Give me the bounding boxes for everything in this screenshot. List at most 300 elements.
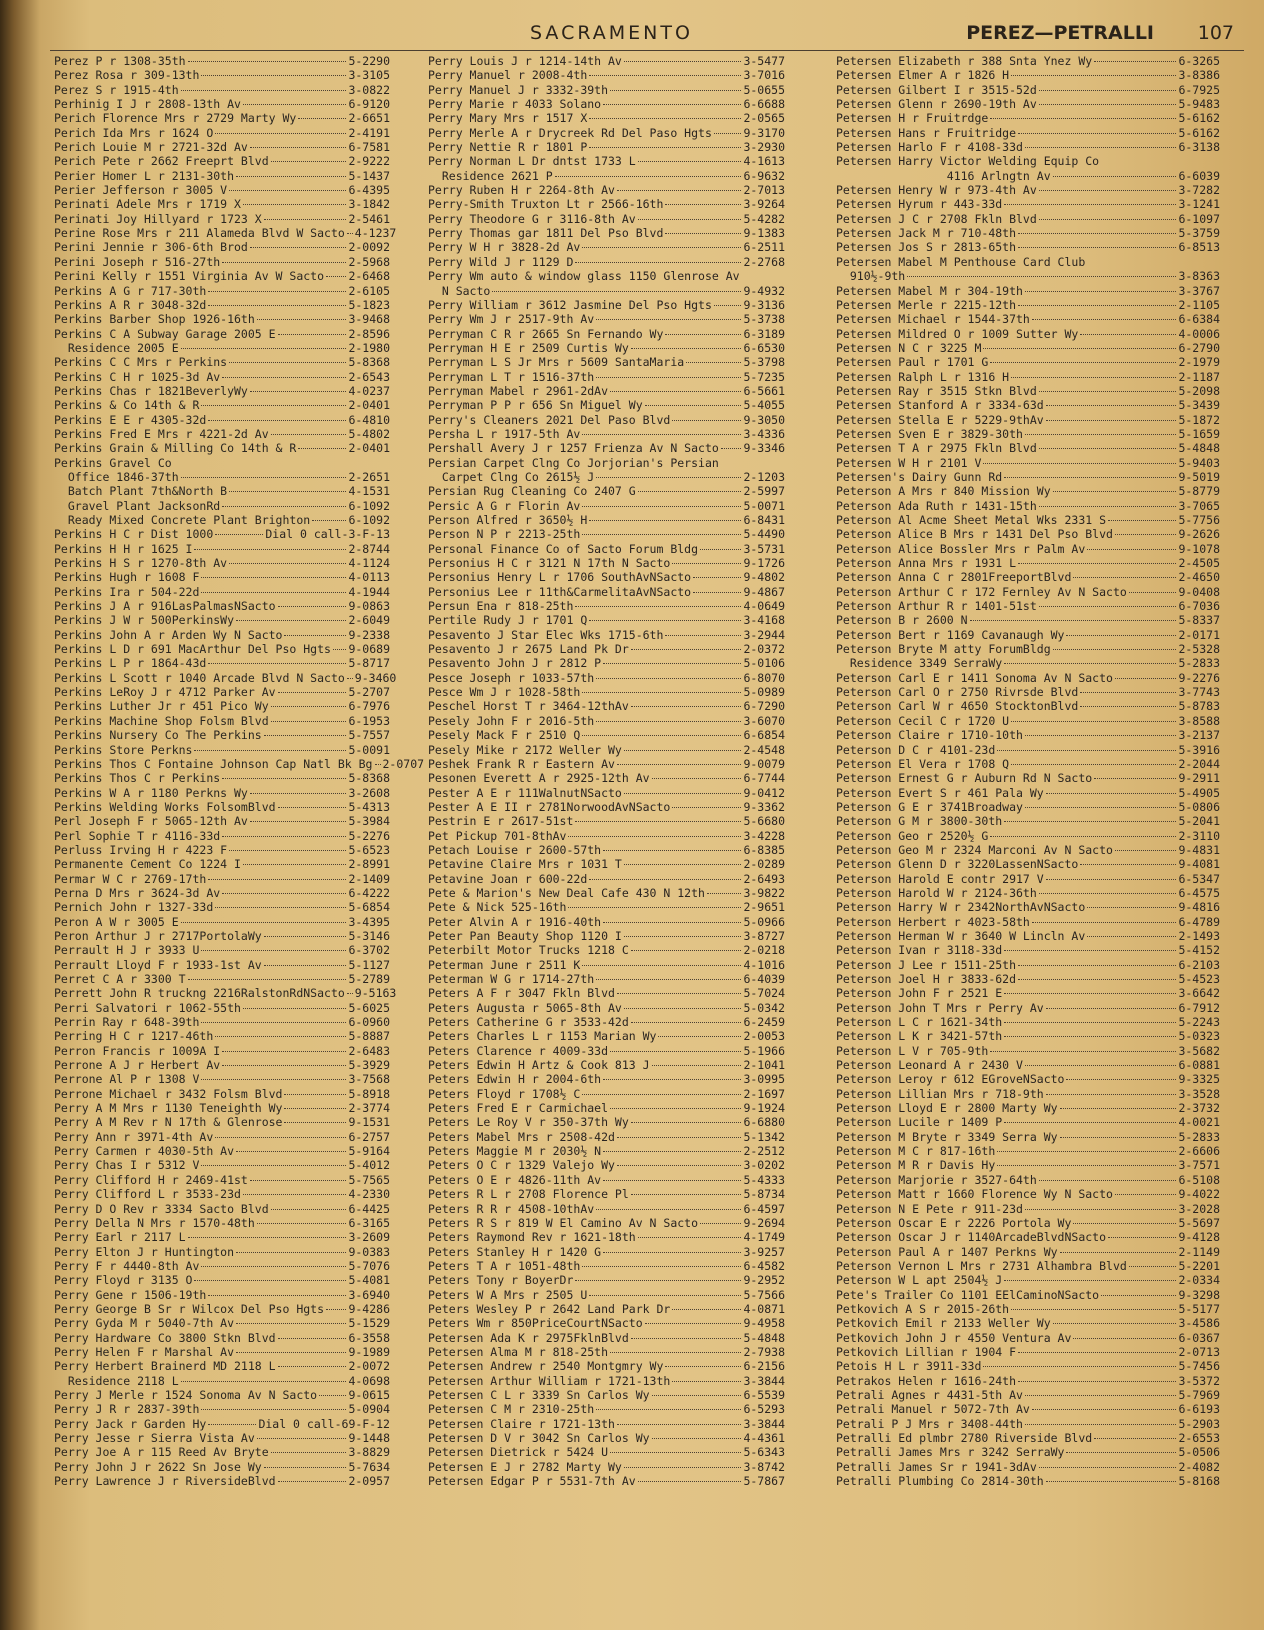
directory-entry <box>428 656 785 670</box>
entry-phone: 9-1448 <box>348 1431 390 1445</box>
leader-dots <box>181 922 347 923</box>
entry-name: Perron Francis r 1009A I <box>54 1043 221 1058</box>
leader-dots <box>1053 491 1177 492</box>
leader-dots <box>603 1079 741 1080</box>
entry-name: Pet Pickup 701-8thAv <box>428 828 567 843</box>
leader-dots <box>215 534 263 535</box>
leader-dots <box>1053 649 1177 650</box>
entry-phone: 3-3767 <box>1178 283 1220 298</box>
directory-entry <box>428 226 785 240</box>
entry-name: Petersen Jos S r 2813-65th <box>836 240 1017 255</box>
entry-phone: 6-7036 <box>1178 599 1220 614</box>
directory-entry <box>836 327 1220 341</box>
entry-phone: 4-0113 <box>348 570 390 585</box>
entry-name: Perryman L S Jr Mrs r 5609 SantaMaria <box>428 355 685 370</box>
directory-entry <box>836 1029 1220 1043</box>
leader-dots <box>596 721 741 722</box>
leader-dots <box>631 1338 742 1339</box>
entry-name: Peterson Cecil C r 1720 U <box>836 713 1010 728</box>
directory-entry <box>428 1044 785 1058</box>
entry-name: Peters Mabel Mrs r 2508-42d <box>428 1129 615 1144</box>
leader-dots <box>1004 1280 1176 1281</box>
directory-entry <box>54 1302 390 1316</box>
entry-phone: 9-3136 <box>743 297 785 312</box>
directory-entry <box>54 542 390 556</box>
leader-dots <box>1011 75 1176 76</box>
leader-dots <box>1087 549 1176 550</box>
entry-name: Perry Marie r 4033 Solano <box>428 97 602 112</box>
entry-phone: 2-0072 <box>348 1359 390 1374</box>
directory-entry <box>836 915 1220 929</box>
directory-entry <box>836 929 1220 943</box>
entry-phone: 9-5163 <box>354 986 397 1001</box>
entry-name: Peters A F r 3047 Fkln Blvd <box>428 986 615 1001</box>
leader-dots <box>1004 821 1176 822</box>
leader-dots <box>617 1137 742 1138</box>
entry-name: Petersen Gilbert I r 3515-52d <box>836 82 1037 97</box>
entry-phone: 5-7634 <box>348 1459 390 1474</box>
entry-name: Perry William r 3612 Jasmine Del Pso Hgts <box>428 297 712 312</box>
entry-phone: 4-1016 <box>743 957 785 972</box>
entry-phone: 3-3844 <box>743 1416 785 1431</box>
entry-phone: 3-2944 <box>743 627 785 642</box>
directory-entry <box>428 140 785 154</box>
leader-dots <box>631 1022 742 1023</box>
entry-phone: 9-0689 <box>348 642 390 657</box>
entry-name: Peterson Oscar J r 1140ArcadeBlvdNSacto <box>836 1230 1107 1245</box>
leader-dots <box>1025 1209 1177 1210</box>
entry-phone: 2-0092 <box>348 240 390 255</box>
entry-name: Peterson Lloyd E r 2800 Marty Wy <box>836 1101 1058 1116</box>
entry-name: Perkins Grain & Milling Co 14th & R <box>54 441 297 456</box>
leader-dots <box>1039 190 1177 191</box>
entry-phone: 3-4336 <box>743 426 785 441</box>
directory-entry <box>836 872 1220 886</box>
entry-name: Peters O E r 4826-11th Av <box>428 1172 602 1187</box>
leader-dots <box>201 405 346 406</box>
entry-phone: 6-7976 <box>348 699 390 714</box>
entry-phone: 2-4082 <box>1178 1459 1220 1474</box>
leader-dots <box>997 750 1176 751</box>
directory-entry <box>428 1374 785 1388</box>
entry-phone: 6-6854 <box>743 728 785 743</box>
directory-entry <box>54 613 390 627</box>
leader-dots <box>236 1151 346 1152</box>
entry-phone: 3-7571 <box>1178 1158 1220 1173</box>
directory-entry <box>836 1259 1220 1273</box>
entry-phone: 2-3110 <box>1178 828 1220 843</box>
entry-name: Perry Mary Mrs r 1517 X <box>428 111 588 126</box>
directory-entry <box>428 814 785 828</box>
leader-dots <box>990 1051 1176 1052</box>
leader-dots <box>222 506 346 507</box>
leader-dots <box>603 1151 741 1152</box>
leader-dots <box>610 1051 741 1052</box>
leader-dots <box>665 334 741 335</box>
directory-entry <box>54 284 390 298</box>
leader-dots <box>693 577 741 578</box>
entry-phone: 5-0342 <box>743 1000 785 1015</box>
directory-entry <box>54 527 390 541</box>
directory-entry <box>54 1431 390 1445</box>
directory-entry <box>54 756 425 771</box>
leader-dots <box>347 993 353 994</box>
entry-name: Pesely John F r 2016-5th <box>428 713 595 728</box>
leader-dots <box>652 778 742 779</box>
directory-entry <box>54 197 390 211</box>
directory-entry <box>54 226 397 241</box>
entry-name: Peterson Claire r 1710-10th <box>836 728 1023 743</box>
entry-name: Peterson Arthur C r 172 Fernley Av N Sacto <box>836 584 1127 599</box>
entry-phone: 5-3759 <box>1178 226 1220 241</box>
directory-entry <box>836 1345 1220 1359</box>
entry-phone: 6-6530 <box>743 340 785 355</box>
directory-entry <box>428 685 785 699</box>
entry-phone: 3-4228 <box>743 828 785 843</box>
entry-phone: 3-9468 <box>348 312 390 327</box>
leader-dots <box>610 1108 741 1109</box>
leader-dots <box>201 1165 346 1166</box>
directory-entry <box>428 599 785 613</box>
entry-name: Peterson Glenn D r 3220LassenNSacto <box>836 857 1079 872</box>
entry-phone: 4-1944 <box>348 584 390 599</box>
entry-phone: 2-6606 <box>1178 1144 1220 1159</box>
leader-dots <box>194 549 346 550</box>
entry-phone: 2-6049 <box>348 613 390 628</box>
entry-phone: 9-4932 <box>743 283 785 298</box>
directory-entry <box>54 413 390 427</box>
leader-dots <box>645 405 742 406</box>
entry-phone: 5-9403 <box>1178 455 1220 470</box>
leader-dots <box>603 663 741 664</box>
entry-phone: 2-6483 <box>348 1043 390 1058</box>
entry-name: Petersen Elizabeth r 388 Snta Ynez Wy <box>836 54 1093 68</box>
entry-name: Perry Norman L Dr dntst 1733 L <box>428 154 636 169</box>
entry-name: Perini Jennie r 306-6th Brod <box>54 240 248 255</box>
entry-phone: 3-8727 <box>743 928 785 943</box>
entry-phone: 3-9822 <box>743 885 785 900</box>
directory-entry <box>54 212 390 226</box>
entry-name: Person Alfred r 3650½ H <box>428 513 588 527</box>
entry-phone: 5-0806 <box>1178 799 1220 814</box>
leader-dots <box>181 90 347 91</box>
entry-name: Peterson G M r 3800-30th <box>836 814 1003 829</box>
entry-phone: 3-3844 <box>743 1373 785 1388</box>
leader-dots <box>617 1424 742 1425</box>
entry-name: Peters W A Mrs r 2505 U <box>428 1287 588 1302</box>
entry-phone: 4-1749 <box>743 1230 785 1245</box>
directory-entry <box>54 1058 390 1072</box>
directory-entry <box>54 370 390 384</box>
leader-dots <box>188 979 347 980</box>
entry-phone: 5-7756 <box>1178 513 1220 527</box>
leader-dots <box>278 1366 347 1367</box>
directory-entry <box>54 843 390 857</box>
entry-phone: 2-1493 <box>1178 928 1220 943</box>
entry-phone: 2-8596 <box>348 326 390 341</box>
entry-name: Peterson D C r 4101-23d <box>836 742 996 757</box>
entry-name: Petersen J C r 2708 Fkln Blvd <box>836 211 1037 226</box>
leader-dots <box>243 1008 347 1009</box>
entry-phone: 9-4867 <box>743 584 785 599</box>
entry-name: Peterson Harry W r 2342NorthAvNSacto <box>836 900 1086 915</box>
entry-name: Peterson M R r Davis Hy <box>836 1158 996 1173</box>
directory-entry <box>836 1417 1220 1431</box>
entry-phone: 6-3558 <box>348 1330 390 1345</box>
entry-name: Perini Kelly r 1551 Virginia Av W Sacto <box>54 269 325 284</box>
entry-name: Perri Salvatori r 1062-55th <box>54 1000 241 1015</box>
entry-name: Petersen Michael r 1544-37th <box>836 312 1030 327</box>
entry-name: Perry Wild J r 1129 D <box>428 254 574 269</box>
entry-phone: 5-7456 <box>1178 1359 1220 1374</box>
directory-entry <box>428 728 785 742</box>
entry-name: Petrali Manuel r 5072-7th Av <box>836 1402 1030 1417</box>
entry-name: Pesely Mack F r 2510 Q <box>428 728 581 743</box>
leader-dots <box>208 305 346 306</box>
entry-name: Perkins J A r 916LasPalmasNSacto <box>54 599 276 614</box>
leader-dots <box>658 1036 741 1037</box>
directory-entry <box>54 857 390 871</box>
entry-phone: 9-3362 <box>743 799 785 814</box>
entry-phone: 9-0383 <box>348 1244 390 1259</box>
entry-name: Perkins H H r 1625 I <box>54 541 193 556</box>
directory-entry <box>428 370 785 384</box>
leader-dots <box>319 1395 346 1396</box>
directory-entry <box>836 1230 1220 1244</box>
directory-entry <box>428 757 785 771</box>
leader-dots <box>672 420 741 421</box>
leader-dots <box>492 291 741 292</box>
entry-name: Perier Jefferson r 3005 V <box>54 183 228 198</box>
entry-phone: 6-4789 <box>1178 914 1220 929</box>
leader-dots <box>278 692 347 693</box>
entry-phone: 2-0713 <box>1178 1344 1220 1359</box>
entry-phone: 5-4848 <box>1178 441 1220 456</box>
leader-dots <box>1080 706 1176 707</box>
entry-phone: 4-1124 <box>348 556 390 571</box>
leader-dots <box>1039 219 1177 220</box>
entry-phone: 9-1924 <box>743 1101 785 1116</box>
entry-phone: 9-4128 <box>1178 1230 1220 1245</box>
directory-entry <box>836 857 1220 871</box>
entry-name: Petersen W H r 2101 V <box>836 455 982 470</box>
entry-phone: 3-6940 <box>348 1287 390 1302</box>
directory-entry <box>428 327 785 341</box>
entry-name: Peterson Paul A r 1407 Perkns Wy <box>836 1244 1058 1259</box>
entry-phone: 9-1078 <box>1178 541 1220 556</box>
entry-name: Perret C A r 3300 T <box>54 972 186 986</box>
entry-phone: 5-0071 <box>743 498 785 513</box>
entry-name: Peters R L r 2708 Florence Pl <box>428 1187 629 1202</box>
leader-dots <box>1018 965 1176 966</box>
entry-name: Perine Rose Mrs r 211 Alameda Blvd W Sacto <box>54 226 345 241</box>
page-number: 107 <box>1197 22 1234 44</box>
entry-name: Perich Pete r 2662 Freeprt Blvd <box>54 154 269 169</box>
entry-name: Perry Earl r 2117 L <box>54 1230 186 1245</box>
leader-dots <box>631 706 742 707</box>
entry-phone: 4-1531 <box>348 484 390 499</box>
entry-name: Peterson Alice Bossler Mrs r Palm Av <box>836 541 1086 556</box>
leader-dots <box>326 1309 346 1310</box>
entry-phone: 6-4425 <box>348 1201 390 1216</box>
entry-phone: 9-0079 <box>743 756 785 771</box>
entry-phone: 6-1092 <box>348 498 390 513</box>
entry-name: Perkins Fred E Mrs r 4221-2d Av <box>54 426 269 441</box>
entry-name: Perinati Joy Hillyard r 1723 X <box>54 211 262 226</box>
leader-dots <box>284 1108 346 1109</box>
entry-phone: 3-3105 <box>348 68 390 83</box>
leader-dots <box>1039 1467 1177 1468</box>
leader-dots <box>603 1180 741 1181</box>
entry-phone: 6-4575 <box>1178 885 1220 900</box>
entry-phone: 5-8779 <box>1178 484 1220 499</box>
entry-name: Petersen Merle r 2215-12th <box>836 297 1017 312</box>
leader-dots <box>208 663 346 664</box>
entry-phone: 3-3528 <box>1178 1086 1220 1101</box>
directory-entry <box>836 986 1220 1000</box>
directory-entry <box>428 111 785 125</box>
entry-name: Perrin Ray r 648-39th <box>54 1015 200 1030</box>
leader-dots <box>1053 1323 1177 1324</box>
leader-dots <box>983 348 1176 349</box>
entry-name: Peters Edwin H r 2004-6th <box>428 1072 602 1087</box>
entry-name: Perkins Machine Shop Folsm Blvd <box>54 713 269 728</box>
entry-phone: 3-5372 <box>1178 1373 1220 1388</box>
directory-entry <box>836 1388 1220 1402</box>
entry-name: Peters Charles L r 1153 Marian Wy <box>428 1029 657 1044</box>
entry-name: Personius H C r 3121 N 17th N Sacto <box>428 556 671 571</box>
leader-dots <box>617 993 742 994</box>
directory-entry <box>836 958 1220 972</box>
leader-dots <box>665 233 741 234</box>
entry-phone: 5-8918 <box>348 1086 390 1101</box>
entry-name: Pestrin E r 2617-51st <box>428 814 574 829</box>
entry-name: Persun Ena r 818-25th <box>428 599 574 614</box>
directory-entry <box>54 68 390 82</box>
entry-phone: 6-0881 <box>1178 1058 1220 1073</box>
leader-dots <box>243 1194 347 1195</box>
entry-name: Peterman June r 2511 K <box>428 957 581 972</box>
leader-dots <box>222 1065 346 1066</box>
entry-phone: 2-5328 <box>1178 642 1220 657</box>
entry-name: Persha L r 1917-5th Av <box>428 426 581 441</box>
directory-entry <box>54 1374 390 1388</box>
entry-phone: 6-6880 <box>743 1115 785 1130</box>
entry-name: Perez S r 1915-4th <box>54 82 179 97</box>
entry-name: Petersen Stella E r 5229-9thAv <box>836 412 1044 427</box>
entry-phone: 6-2511 <box>743 240 785 255</box>
leader-dots <box>215 1137 346 1138</box>
entry-name: Perrone Michael r 3432 Folsm Blvd <box>54 1086 283 1101</box>
directory-entry <box>428 1015 785 1029</box>
entry-name: Peterson John T Mrs r Perry Av <box>836 1000 1044 1015</box>
leader-dots <box>1039 448 1177 449</box>
entry-name: Petersen Ada K r 2975FklnBlvd <box>428 1330 629 1345</box>
leader-dots <box>1025 1424 1177 1425</box>
leader-dots <box>610 391 741 392</box>
leader-dots <box>264 936 347 937</box>
leader-dots <box>638 1481 742 1482</box>
directory-entry <box>54 169 390 183</box>
directory-entry <box>836 284 1220 298</box>
entry-name: Personius Henry L r 1706 SouthAvNSacto <box>428 570 692 585</box>
directory-entry <box>54 685 390 699</box>
leader-dots <box>589 879 741 880</box>
entry-name: Petersen Mabel M r 304-19th <box>836 283 1023 298</box>
entry-name: Petersen Arthur William r 1721-13th <box>428 1373 671 1388</box>
directory-entry <box>54 670 397 685</box>
entry-phone: Dial 0 call-3-F-13 <box>265 527 390 542</box>
leader-dots <box>333 649 347 650</box>
directory-entry <box>428 771 785 785</box>
entry-name: Peters Augusta r 5065-8th Av <box>428 1000 622 1015</box>
entry-name: Peterson Lillian Mrs r 718-9th <box>836 1086 1044 1101</box>
directory-entry <box>54 513 390 527</box>
directory-entry <box>836 1015 1220 1029</box>
entry-phone: 5-4848 <box>743 1330 785 1345</box>
leader-dots <box>700 549 741 550</box>
directory-entry <box>54 1273 390 1287</box>
entry-phone: 9-1383 <box>743 226 785 241</box>
leader-dots <box>721 448 742 449</box>
entry-name: Perry Chas I r 5312 V <box>54 1158 200 1173</box>
leader-dots <box>1115 678 1177 679</box>
leader-dots <box>589 75 741 76</box>
entry-phone: 2-6553 <box>1178 1431 1220 1445</box>
directory-entry <box>836 570 1220 584</box>
leader-dots <box>1046 405 1177 406</box>
entry-name: Perkins C A Subway Garage 2005 E <box>54 326 276 341</box>
directory-entry <box>54 642 390 656</box>
directory-entry <box>836 1087 1220 1101</box>
directory-entry <box>54 111 390 125</box>
entry-name: Perluss Irving H r 4223 F <box>54 842 228 857</box>
directory-entry <box>428 197 785 211</box>
entry-phone: 6-3165 <box>348 1215 390 1230</box>
leader-dots <box>250 147 347 148</box>
directory-entry <box>428 456 785 470</box>
entry-name: Peterson L K r 3421-57th <box>836 1029 1003 1044</box>
entry-phone: 3-6070 <box>743 713 785 728</box>
entry-name: Pete & Nick 525-16th <box>428 900 567 915</box>
entry-name: Petersen E J r 2782 Marty Wy <box>428 1459 622 1474</box>
directory-entry <box>428 240 785 254</box>
entry-phone: 5-4282 <box>743 211 785 226</box>
entry-name: Petkovich Lillian r 1904 F <box>836 1344 1017 1359</box>
entry-phone: 5-4081 <box>348 1273 390 1288</box>
entry-phone: 5-7867 <box>743 1474 785 1489</box>
leader-dots <box>1004 1036 1176 1037</box>
entry-phone: 6-3138 <box>1178 140 1220 155</box>
entry-name: Perry Elton J r Huntington <box>54 1244 235 1259</box>
leader-dots <box>257 1438 347 1439</box>
entry-phone: 2-1149 <box>1178 1244 1220 1259</box>
entry-phone: 9-4081 <box>1178 857 1220 872</box>
entry-phone: 6-5661 <box>743 383 785 398</box>
entry-name: Perna D Mrs r 3624-3d Av <box>54 885 221 900</box>
leader-dots <box>1004 1022 1176 1023</box>
entry-phone: 6-9632 <box>743 168 785 183</box>
entry-phone: 5-4152 <box>1178 943 1220 958</box>
entry-name: Peterson Herbert r 4023-58th <box>836 914 1030 929</box>
entry-phone: 6-1092 <box>348 513 390 527</box>
directory-entry <box>54 1001 390 1015</box>
entry-phone: 2-6543 <box>348 369 390 384</box>
entry-phone: 2-0289 <box>743 857 785 872</box>
directory-entry <box>836 771 1220 785</box>
directory-entry <box>836 68 1220 82</box>
directory-entry <box>54 786 390 800</box>
